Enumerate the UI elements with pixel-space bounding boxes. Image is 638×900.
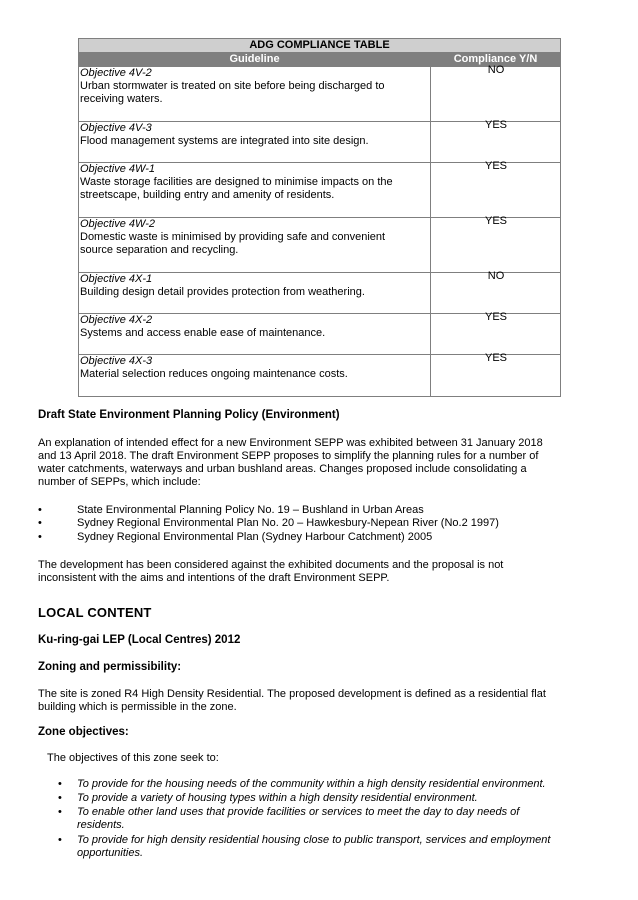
zoning-paragraph	[38, 688, 598, 714]
objective-label: Objective 4V-2	[80, 67, 152, 79]
objective-description: Material selection reduces ongoing maintenance costs.	[80, 368, 348, 380]
compliance-value: YES	[485, 119, 508, 131]
document-page: ADG COMPLIANCE TABLE Guideline Compliance Y/N Objective 4V-2 Urban stormwater is treated on site before being discharged to receiving waters. NO Objective 4V-3 Flood management systems are integrated into site design. YES Objective 4W-1 Waste storage facilities are designed to minimise impacts on the streetscape, building entry and amenity of residents. YES Objective 4W-2 Domestic waste is minimised by providing safe and convenient source separation and recycling. YES Objective 4X-1 Building design detail provides protection from weathering. NO Objective 4X-2 Systems and access enable ease of maintenance. YES Objective 4X-3 Material selection reduces ongoing maintenance costs. YES Draft State Environment Planning Policy (Environment) An explanation of intended effect for a new Environment SEPP was exhibited between 31 January 2018 and 13 April 2018. The draft Environment SEPP proposes to simplify the planning rules for a number of water catchments, waterways and urban bushland areas. Changes proposed include consolidating a number of SEPPs, which include: • State Environmental Planning Policy No. 19 – Bushland in Urban Areas • Sydney Regional Environmental Plan No. 20 – Hawkesbury-Nepean River (No.2 1997) • Sydney Regional Environmental Plan (Sydney Harbour Catchment) 2005 The development has been considered against the exhibited documents and the proposal is not inconsistent with the aims and intentions of the draft Environment SEPP. LOCAL CONTENT Ku-ring-gai LEP (Local Centres) 2012 Zoning and permissibility: The site is zoned R4 High Density Residential. The proposed development is defined as a residential flat building which is permissible in the zone. Zone objectives: The objectives of this zone seek to: • To provide for the housing needs of the community within a high density residential environment. • To provide a variety of housing types within a high density residential environment. • To enable other land uses that provide facilities or services to meet the day to day needs of residents. • To provide for high density residential housing close to public transport, services and employment opportunities.	[0, 0, 638, 900]
objective-description: Domestic waste is minimised by providing safe and convenient	[80, 231, 386, 243]
compliance-value: YES	[485, 215, 508, 227]
objective-description: source separation and recycling.	[80, 244, 239, 256]
bullet-icon: •	[38, 531, 42, 543]
compliance-value: YES	[485, 311, 508, 323]
bullet-icon: •	[58, 806, 62, 818]
objective-description: Urban stormwater is treated on site before being discharged to	[80, 80, 385, 92]
objective-label: Objective 4X-3	[80, 355, 153, 367]
zoning-heading: Zoning and permissibility:	[38, 661, 182, 673]
table-row	[79, 218, 561, 273]
compliance-value: NO	[487, 270, 505, 282]
table-row	[79, 355, 561, 397]
zone-objectives-heading: Zone objectives:	[38, 726, 129, 738]
lep-heading: Ku-ring-gai LEP (Local Centres) 2012	[38, 634, 241, 646]
table-row	[79, 273, 561, 314]
paragraph-line: building which is permissible in the zone.	[38, 701, 237, 713]
compliance-value: NO	[487, 64, 505, 76]
table-row	[79, 163, 561, 218]
bullet-icon: •	[58, 834, 62, 846]
sepp-paragraph-2	[38, 559, 598, 585]
objective-description: Systems and access enable ease of maintenance.	[80, 327, 326, 339]
table-row	[79, 314, 561, 355]
compliance-value: YES	[485, 160, 508, 172]
objective-label: Objective 4X-1	[80, 273, 153, 285]
table-row	[79, 67, 561, 122]
column-header-guideline: Guideline	[79, 53, 431, 67]
objective-description: Waste storage facilities are designed to minimise impacts on the	[80, 176, 393, 188]
objective-description: Flood management systems are integrated into site design.	[80, 135, 369, 147]
paragraph-line: An explanation of intended effect for a new Environment SEPP was exhibited between 31 January 2018	[38, 437, 543, 449]
paragraph-line: and 13 April 2018. The draft Environment SEPP proposes to simplify the planning rules for a number of	[38, 450, 539, 462]
paragraph-line: The site is zoned R4 High Density Residential. The proposed development is defined as a residential flat	[38, 688, 546, 700]
paragraph-line: water catchments, waterways and urban bushland areas. Changes proposed include consolidating a	[38, 463, 527, 475]
table-title: ADG COMPLIANCE TABLE	[79, 39, 561, 53]
objectives-intro: The objectives of this zone seek to:	[47, 752, 219, 764]
objective-description: receiving waters.	[80, 93, 163, 105]
paragraph-line: The development has been considered against the exhibited documents and the proposal is not	[38, 559, 504, 571]
bullet-icon: •	[38, 504, 42, 516]
objective-label: Objective 4V-3	[80, 122, 152, 134]
bullet-icon: •	[58, 792, 62, 804]
bullet-icon: •	[38, 517, 42, 529]
objective-label: Objective 4W-2	[80, 218, 155, 230]
paragraph-line: number of SEPPs, which include:	[38, 476, 201, 488]
sepp-heading: Draft State Environment Planning Policy (Environment)	[38, 409, 340, 421]
objective-description: streetscape, building entry and amenity of residents.	[80, 189, 335, 201]
objective-label: Objective 4W-1	[80, 163, 155, 175]
objective-description: Building design detail provides protection from weathering.	[80, 286, 365, 298]
objective-label: Objective 4X-2	[80, 314, 153, 326]
local-content-heading: LOCAL CONTENT	[38, 605, 152, 620]
adg-compliance-table	[78, 38, 561, 397]
bullet-icon: •	[58, 778, 62, 790]
column-header-compliance: Compliance Y/N	[431, 53, 561, 67]
table-row	[79, 122, 561, 163]
sepp-paragraph-1	[38, 437, 598, 489]
compliance-value: YES	[485, 352, 508, 364]
paragraph-line: inconsistent with the aims and intentions of the draft Environment SEPP.	[38, 572, 390, 584]
